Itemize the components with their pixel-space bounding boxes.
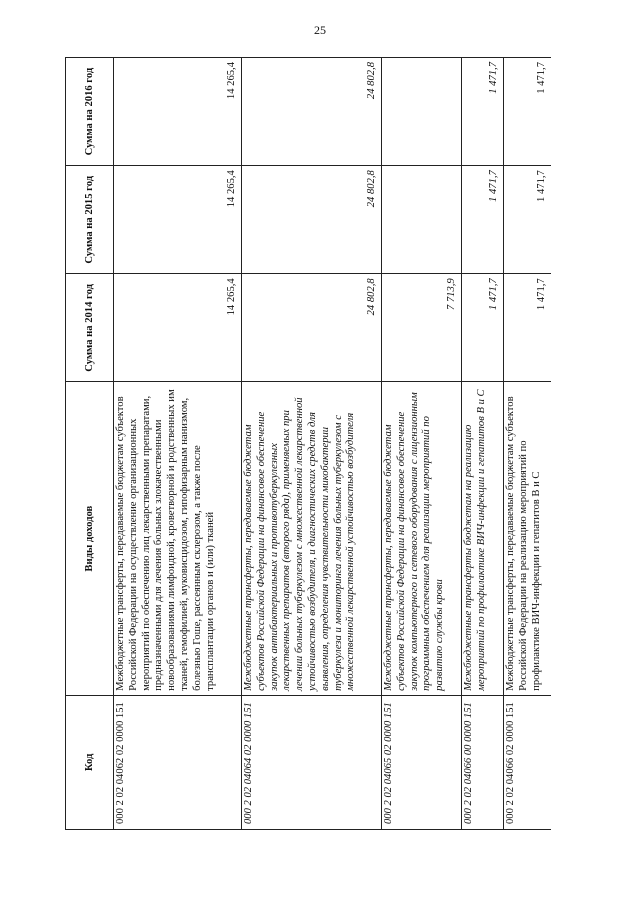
row-sum-2015: 14 265,4: [114, 166, 242, 274]
row-sum-2015: 1 471,7: [462, 166, 504, 274]
row-sum-2015: 24 802,8: [242, 166, 382, 274]
row-sum-2015: [382, 166, 462, 274]
table-row: [242, 58, 382, 830]
row-description: Межбюджетные трансферты, передаваемые бюджетам субъектов Российской Федерации на реализацию мероприятий по профилактике ВИЧ-инфекции и гепатитов В и С: [504, 382, 552, 695]
row-sum-2014: 1 471,7: [462, 274, 504, 382]
table-row: [382, 58, 462, 830]
row-code: 000 2 02 04065 02 0000 151: [382, 695, 462, 829]
row-description: Межбюджетные трансферты, передаваемые бюджетам субъектов Российской Федерации на финансовое обеспечение закупок компьютерного и сетевого оборудования с лицензионным программным обеспечением для реализации мероприятий по развитию службы крови: [382, 382, 462, 695]
header-sum-2014: Сумма на 2014 год: [66, 274, 114, 382]
table-row: [504, 58, 552, 830]
income-table-frame: [65, 57, 551, 830]
header-income-type: Виды доходов: [66, 382, 114, 695]
row-sum-2016: 24 802,8: [242, 58, 382, 166]
table-row: [462, 58, 504, 830]
row-code: 000 2 02 04062 02 0000 151: [114, 695, 242, 829]
page-number: 25: [314, 23, 326, 37]
rotated-table-container: [65, 57, 551, 830]
row-sum-2014: 1 471,7: [504, 274, 552, 382]
row-sum-2014: 14 265,4: [114, 274, 242, 382]
header-sum-2016: Сумма на 2016 год: [66, 58, 114, 166]
row-description: Межбюджетные трансферты, передаваемые бюджетам субъектов Российской Федерации на финансовое обеспечение закупок антибактериальных и противотуберкулезных лекарственных препаратов (второго ряда), применяемых при лечении больных туберкулезом с множественной лекарственной устойчивостью возбудителя, и диагностических средств для выявления, определения чувствительности микобактерии туберкулеза и мониторинга лечения больных туберкулезом с множественной лекарственной устойчивостью возбудителя: [242, 382, 382, 695]
row-description: Межбюджетные трансферты, передаваемые бюджетам субъектов Российской Федерации на осуществление организационных мероприятий по обеспечению лиц лекарственными препаратами, предназначенными для лечения больных злокачественными новообразованиями лимфоидной, кроветворной и родственных им тканей, гемофилией, муковисцидозом, гипофизарным нанизмом, болезнью Гоше, рассеянным склерозом, а также после трансплантации органов и (или) тканей: [114, 382, 242, 695]
row-sum-2014: 24 802,8: [242, 274, 382, 382]
row-code: 000 2 02 04066 00 0000 151: [462, 695, 504, 829]
row-description: Межбюджетные трансферты бюджетам на реализацию мероприятий по профилактике ВИЧ-инфекции и гепатитов В и С: [462, 382, 504, 695]
row-code: 000 2 02 04066 02 0000 151: [504, 695, 552, 829]
row-sum-2015: 1 471,7: [504, 166, 552, 274]
row-sum-2016: 14 265,4: [114, 58, 242, 166]
row-sum-2014: 7 713,9: [382, 274, 462, 382]
row-sum-2016: 1 471,7: [462, 58, 504, 166]
row-sum-2016: [382, 58, 462, 166]
row-code: 000 2 02 04064 02 0000 151: [242, 695, 382, 829]
table-row: [114, 58, 242, 830]
row-sum-2016: 1 471,7: [504, 58, 552, 166]
header-sum-2015: Сумма на 2015 год: [66, 166, 114, 274]
header-code: Код: [66, 695, 114, 829]
income-table: [65, 57, 551, 830]
header-row: [66, 58, 114, 830]
